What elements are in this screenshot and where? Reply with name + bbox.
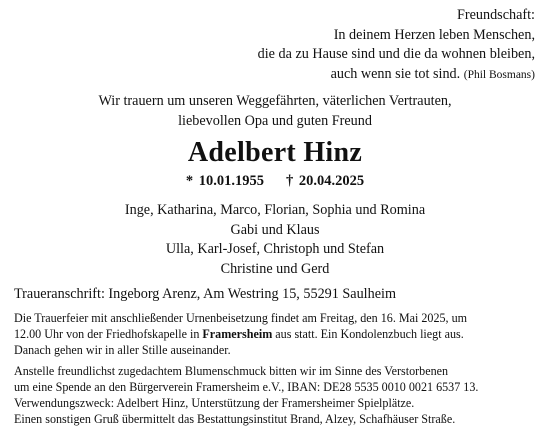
funeral-line-2 — [14, 326, 538, 342]
funeral-place: Framersheim — [202, 327, 273, 342]
poem-source: (Phil Bosmans) — [463, 68, 535, 81]
donation-line-3: Verwendungszweck: Adelbert Hinz, Unterstützung der Framersheimer Spielplätze. — [14, 396, 415, 411]
death-date: † 20.04.2025 — [286, 172, 365, 189]
intro-text — [12, 92, 538, 132]
poem-quote — [12, 6, 538, 85]
mourner-line: Inge, Katharina, Marco, Florian, Sophia und Romina — [124, 201, 426, 218]
poem-line-2: die da zu Hause sind und die da wohnen bleiben, — [257, 46, 535, 63]
donation-info — [12, 363, 538, 427]
mourners-list — [12, 201, 538, 279]
poem-line-3 — [12, 65, 535, 86]
funeral-line-3: Danach gehen wir in aller Stille auseinander. — [14, 343, 231, 358]
poem-heading: Freundschaft: — [456, 7, 535, 23]
mourner-line: Christine und Gerd — [220, 260, 330, 277]
funeral-line-2-post: aus statt. Ein Kondolenzbuch liegt aus. — [272, 327, 464, 342]
deceased-name: Adelbert Hinz — [187, 136, 363, 168]
donation-line-1: Anstelle freundlichst zugedachtem Blumenschmuck bitten wir im Sinne des Verstorbenen — [14, 364, 449, 379]
poem-line-1: In deinem Herzen leben Menschen, — [333, 26, 535, 43]
mourning-address: Traueranschrift: Ingeborg Arenz, Am Westring 15, 55291 Saulheim — [14, 286, 396, 303]
funeral-line-2-pre: 12.00 Uhr von der Friedhofskapelle in — [14, 327, 203, 342]
intro-line-1: Wir trauern um unseren Weggefährten, väterlichen Vertrauten, — [98, 93, 452, 110]
donation-line-2: um eine Spende an den Bürgerverein Framersheim e.V., IBAN: DE28 5535 0010 0021 6537 13. — [14, 380, 479, 395]
funeral-line-1: Die Trauerfeier mit anschließender Urnenbeisetzung findet am Freitag, den 16. Mai 2025, um — [14, 311, 468, 326]
life-dates — [12, 171, 538, 191]
intro-line-2: liebevollen Opa und guten Freund — [178, 113, 372, 130]
mourner-line: Gabi und Klaus — [230, 221, 320, 238]
funeral-info — [12, 310, 538, 358]
mourner-line: Ulla, Karl-Josef, Christoph und Stefan — [165, 241, 385, 258]
poem-line-3-text: auch wenn sie tot sind. — [330, 65, 461, 82]
donation-line-4: Einen sonstigen Gruß übermittelt das Bestattungsinstitut Brand, Alzey, Schafhäuser Straße. — [14, 412, 456, 427]
birth-date: * 10.01.1955 — [185, 172, 264, 189]
